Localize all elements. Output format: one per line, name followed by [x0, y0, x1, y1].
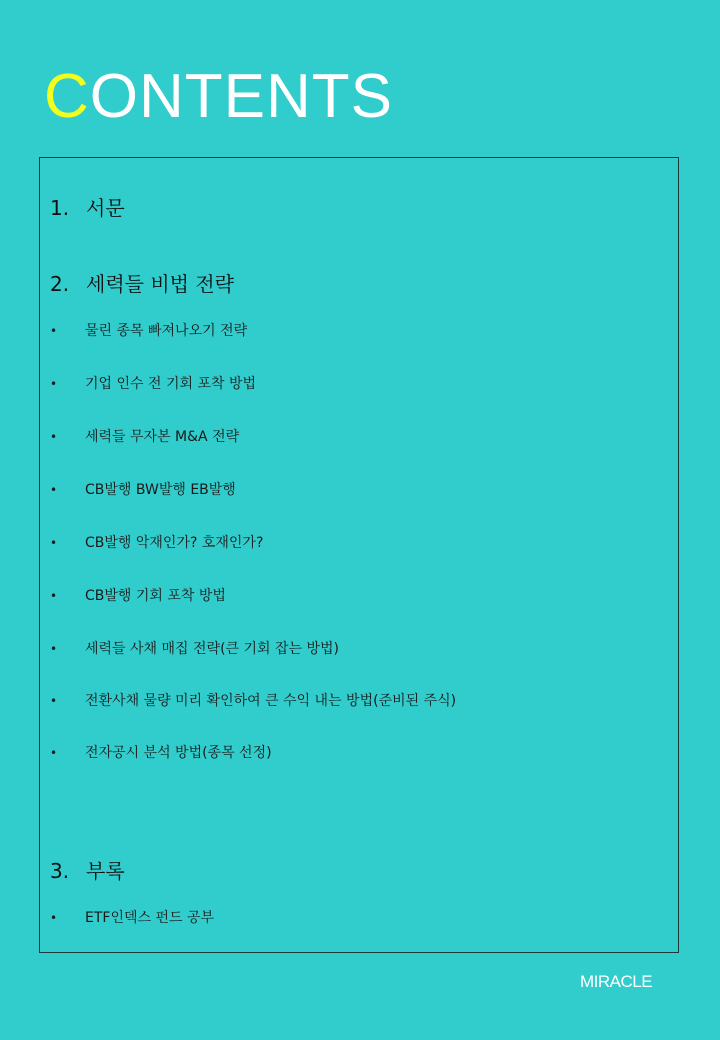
list-item-label: 세력들 사채 매집 전략(큰 기회 잡는 방법)	[85, 641, 340, 657]
title-first-letter: C	[44, 62, 90, 131]
page-title	[44, 62, 394, 131]
list-item-label: CB발행 기회 포착 방법	[85, 588, 226, 604]
bullet-icon: •	[50, 589, 58, 603]
bullet-icon: •	[50, 377, 58, 391]
list-item	[40, 639, 640, 659]
bullet-icon: •	[50, 911, 58, 925]
section-heading-1	[50, 196, 125, 220]
bullet-icon: •	[50, 483, 58, 497]
contents-box	[39, 157, 679, 953]
list-item	[40, 533, 640, 553]
bullet-icon: •	[50, 430, 58, 444]
bullet-icon: •	[50, 324, 58, 338]
brand-logo: MIRACLE	[580, 972, 653, 991]
list-item	[40, 908, 640, 928]
list-item-label: 전환사채 물량 미리 확인하여 큰 수익 내는 방법(준비된 주식)	[85, 693, 457, 709]
list-item	[40, 427, 640, 447]
section-number: 1.	[50, 196, 70, 220]
list-item-label: ETF인덱스 펀드 공부	[85, 910, 215, 926]
section-heading-2	[50, 272, 234, 296]
bullet-icon: •	[50, 746, 58, 760]
list-item	[40, 691, 640, 711]
list-item-label: 기업 인수 전 기회 포착 방법	[85, 376, 257, 392]
list-item-label: CB발행 악재인가? 호재인가?	[85, 535, 264, 551]
bullet-icon: •	[50, 642, 58, 656]
list-item-label: 물린 종목 빠져나오기 전략	[85, 323, 248, 339]
section-heading-3	[50, 859, 125, 883]
list-item	[40, 480, 640, 500]
bullet-icon: •	[50, 536, 58, 550]
list-item	[40, 743, 640, 763]
section-title: 세력들 비법 전략	[86, 272, 234, 296]
section-title: 서문	[86, 196, 125, 220]
section-number: 2.	[50, 272, 70, 296]
list-item	[40, 321, 640, 341]
section-number: 3.	[50, 859, 70, 883]
list-item	[40, 586, 640, 606]
bullet-icon: •	[50, 694, 58, 708]
list-item	[40, 374, 640, 394]
list-item-label: 세력들 무자본 M&A 전략	[85, 429, 240, 445]
section-title: 부록	[86, 859, 125, 883]
list-item-label: CB발행 BW발행 EB발행	[85, 482, 236, 498]
list-item-label: 전자공시 분석 방법(종목 선정)	[85, 745, 272, 761]
title-rest: ONTENTS	[89, 62, 394, 131]
